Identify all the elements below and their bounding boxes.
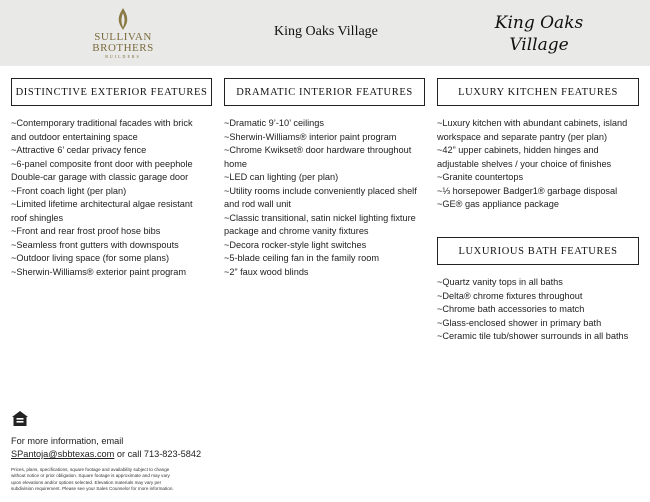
disclaimer-line: upon elevations and/or options selected. Elevation materials may vary per [11, 479, 162, 485]
list-item: ~Outdoor living space (for some plans) [11, 253, 170, 263]
flame-logo-icon [116, 8, 130, 30]
list-item: home [224, 158, 247, 169]
bath-heading: LUXURIOUS BATH FEATURES [437, 237, 639, 265]
list-item: and outdoor entertaining space [11, 131, 138, 142]
interior-heading: DRAMATIC INTERIOR FEATURES [224, 78, 425, 106]
list-item: ~Quartz vanity tops in all baths [437, 277, 563, 287]
contact-label: For more information, email [11, 436, 124, 446]
contact-line [11, 448, 201, 461]
header-band [0, 0, 650, 66]
list-item: ~GE® gas appliance package [437, 199, 559, 209]
list-item: ~42” upper cabinets, hidden hinges and [437, 145, 599, 155]
list-item: ~Ceramic tile tub/shower surrounds in all baths [437, 331, 629, 341]
kitchen-feature-list [437, 117, 649, 212]
list-item: ~Front coach light (per plan) [11, 185, 127, 196]
list-item: ~Luxury kitchen with abundant cabinets, island [437, 118, 628, 128]
kitchen-heading: LUXURY KITCHEN FEATURES [437, 78, 639, 106]
list-item: ~Dramatic 9’-10’ ceilings [224, 118, 324, 128]
logo-line-3: BUILDERS [105, 54, 141, 59]
exterior-heading: DISTINCTIVE EXTERIOR FEATURES [11, 78, 212, 106]
list-item: ~5-blade ceiling fan in the family room [224, 253, 379, 263]
list-item: ~Seamless front gutters with downspouts [11, 239, 179, 250]
disclaimer-line: without notice or prior obligation. Square footage is approximate and may vary [11, 473, 170, 479]
list-item: workspace and separate pantry (per plan) [437, 131, 608, 142]
interior-feature-list [224, 117, 436, 279]
list-item: ~6-panel composite front door with peephole [11, 158, 193, 169]
list-item: ~Delta® chrome fixtures throughout [437, 290, 583, 301]
equal-housing-icon [11, 410, 29, 428]
list-item: ~Granite countertops [437, 172, 524, 182]
list-item: ~Chrome Kwikset® door hardware throughout [224, 145, 412, 155]
bath-feature-list [437, 276, 649, 344]
logo-line-1: SULLIVAN [94, 31, 152, 43]
exterior-feature-list [11, 117, 223, 279]
list-item: and rod wall unit [224, 199, 291, 209]
list-item: ~Sherwin-Williams® exterior paint program [11, 266, 187, 277]
list-item: roof shingles [11, 212, 64, 223]
list-item: ~2” faux wood blinds [224, 266, 309, 277]
list-item: adjustable shelves / your choice of finishes [437, 158, 612, 169]
email-link[interactable]: SPantoja@sbbtexas.com [11, 449, 115, 459]
disclaimer [11, 467, 206, 492]
sullivan-brothers-logo [78, 8, 168, 62]
disclaimer-line: subdivision requirement. Please see your Sales Counselor for more information. [11, 485, 174, 491]
list-item: ~Glass-enclosed shower in primary bath [437, 317, 602, 328]
script-title [486, 12, 592, 56]
list-item: ~Utility rooms include conveniently placed shelf [224, 185, 417, 196]
list-item: package and chrome vanity fixtures [224, 226, 369, 236]
list-item: ~Sherwin-Williams® interior paint program [224, 131, 397, 142]
list-item: Double-car garage with classic garage door [11, 172, 189, 182]
list-item: ~LED can lighting (per plan) [224, 172, 339, 182]
contact-info [11, 435, 201, 461]
list-item: ~⅓ horsepower Badger1® garbage disposal [437, 185, 618, 196]
list-item: ~Decora rocker-style light switches [224, 239, 367, 250]
logo-line-2: BROTHERS [92, 42, 154, 54]
list-item: ~Attractive 6’ cedar privacy fence [11, 145, 147, 155]
list-item: ~Classic transitional, satin nickel lighting fixture [224, 212, 416, 223]
script-title-line-1: King Oaks [494, 13, 584, 33]
list-item: ~Chrome bath accessories to match [437, 304, 585, 314]
list-item: ~Contemporary traditional facades with brick [11, 118, 193, 128]
page-title: King Oaks Village [274, 24, 378, 39]
disclaimer-line: Prices, plans, specifications, square footage and availability subject to change [11, 467, 170, 472]
script-title-line-2: Village [509, 35, 569, 55]
list-item: ~Front and rear frost proof hose bibs [11, 226, 161, 236]
call-text: or call 713-823-5842 [114, 449, 202, 459]
list-item: ~Limited lifetime architectural algae resistant [11, 199, 193, 209]
